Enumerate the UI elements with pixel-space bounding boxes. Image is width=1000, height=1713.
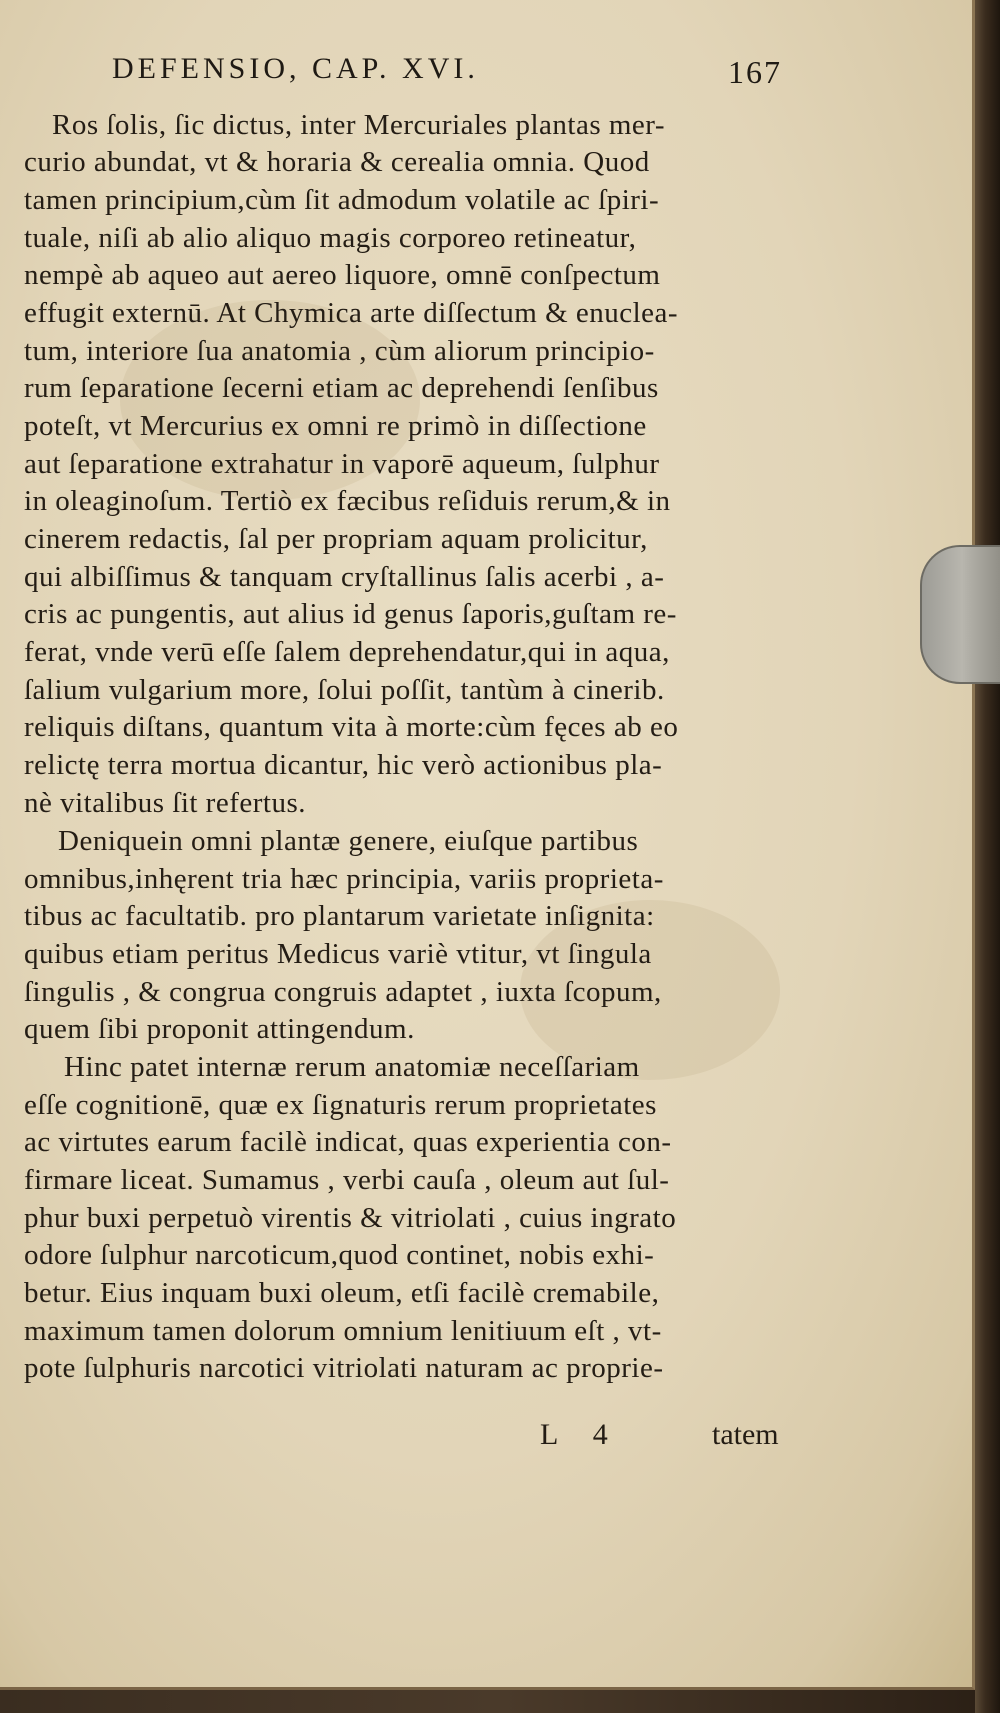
- page-number: 167: [728, 54, 782, 90]
- text-line: quem ſibi proponit attingendum.: [24, 1013, 415, 1045]
- text-line: tibus ac facultatib. pro plantarum varietate inſignita:: [24, 900, 655, 932]
- text-line: betur. Eius inquam buxi oleum, etſi facilè cremabile,: [24, 1277, 660, 1309]
- signature-mark: L 4: [540, 1418, 622, 1451]
- text-line: tamen principium,cùm ſit admodum volatile ac ſpiri-: [24, 184, 660, 216]
- text-line: ſingulis , & congrua congruis adaptet , iuxta ſcopum,: [24, 976, 662, 1008]
- running-head: DEFENSIO, CAP. XVI.: [112, 52, 479, 85]
- page-clip: [920, 545, 1000, 684]
- text-line: aut ſeparatione extrahatur in vaporē aqueum, ſulphur: [24, 448, 660, 480]
- text-line: firmare liceat. Sumamus , verbi cauſa , oleum aut ſul-: [24, 1164, 670, 1196]
- text-line: eſſe cognitionē, quæ ex ſignaturis rerum proprietates: [24, 1089, 657, 1121]
- text-line: phur buxi perpetuò virentis & vitriolati , cuius ingrato: [24, 1202, 677, 1234]
- page-header: [0, 52, 975, 92]
- text-line: ferat, vnde verū eſſe ſalem deprehendatur,qui in aqua,: [24, 636, 670, 668]
- text-line: reliquis diſtans, quantum vita à morte:cùm fęces ab eo: [24, 711, 679, 743]
- text-line: maximum tamen dolorum omnium lenitiuum eſt , vt-: [24, 1315, 662, 1347]
- book-fore-edge: [975, 0, 1000, 1713]
- text-line: cris ac pungentis, aut alius id genus ſaporis,guſtam re-: [24, 598, 677, 630]
- catchword: tatem: [712, 1418, 779, 1451]
- text-line: pote ſulphuris narcotici vitriolati naturam ac proprie-: [24, 1352, 664, 1384]
- text-line: curio abundat, vt & horaria & cerealia omnia. Quod: [24, 146, 650, 178]
- text-line: effugit externū. At Chymica arte diſſectum & enuclea-: [24, 297, 679, 329]
- text-line: in oleaginoſum. Tertiò ex fæcibus reſiduis rerum,& in: [24, 485, 671, 517]
- text-line: tum, interiore ſua anatomia , cùm aliorum principio-: [24, 335, 655, 367]
- page-footer: [0, 1418, 975, 1458]
- text-line: tuale, niſi ab alio aliquo magis corporeo retineatur,: [24, 222, 637, 254]
- text-line: Hinc patet internæ rerum anatomiæ neceſſariam: [64, 1051, 640, 1083]
- text-line: qui albiſſimus & tanquam cryſtallinus ſalis acerbi , a-: [24, 561, 665, 593]
- text-line: nempè ab aqueo aut aereo liquore, omnē conſpectum: [24, 259, 661, 291]
- text-line: ac virtutes earum facilè indicat, quas experientia con-: [24, 1126, 672, 1158]
- text-line: relictę terra mortua dicantur, hic verò actionibus pla-: [24, 749, 663, 781]
- text-line: Ros ſolis, ſic dictus, inter Mercuriales plantas mer-: [52, 109, 666, 141]
- text-line: cinerem redactis, ſal per propriam aquam prolicitur,: [24, 523, 648, 555]
- text-line: nè vitalibus ſit refertus.: [24, 787, 306, 819]
- text-line: rum ſeparatione ſecerni etiam ac deprehendi ſenſibus: [24, 372, 659, 404]
- text-line: poteſt, vt Mercurius ex omni re primò in diſſectione: [24, 410, 647, 442]
- text-line: odore ſulphur narcoticum,quod continet, nobis exhi-: [24, 1239, 655, 1271]
- text-line: omnibus,inhęrent tria hæc principia, variis proprieta-: [24, 863, 664, 895]
- text-line: Deniquein omni plantæ genere, eiuſque partibus: [58, 825, 639, 857]
- text-line: ſalium vulgarium more, ſolui poſſit, tantùm à cinerib.: [24, 674, 665, 706]
- text-line: quibus etiam peritus Medicus variè vtitur, vt ſingula: [24, 938, 652, 970]
